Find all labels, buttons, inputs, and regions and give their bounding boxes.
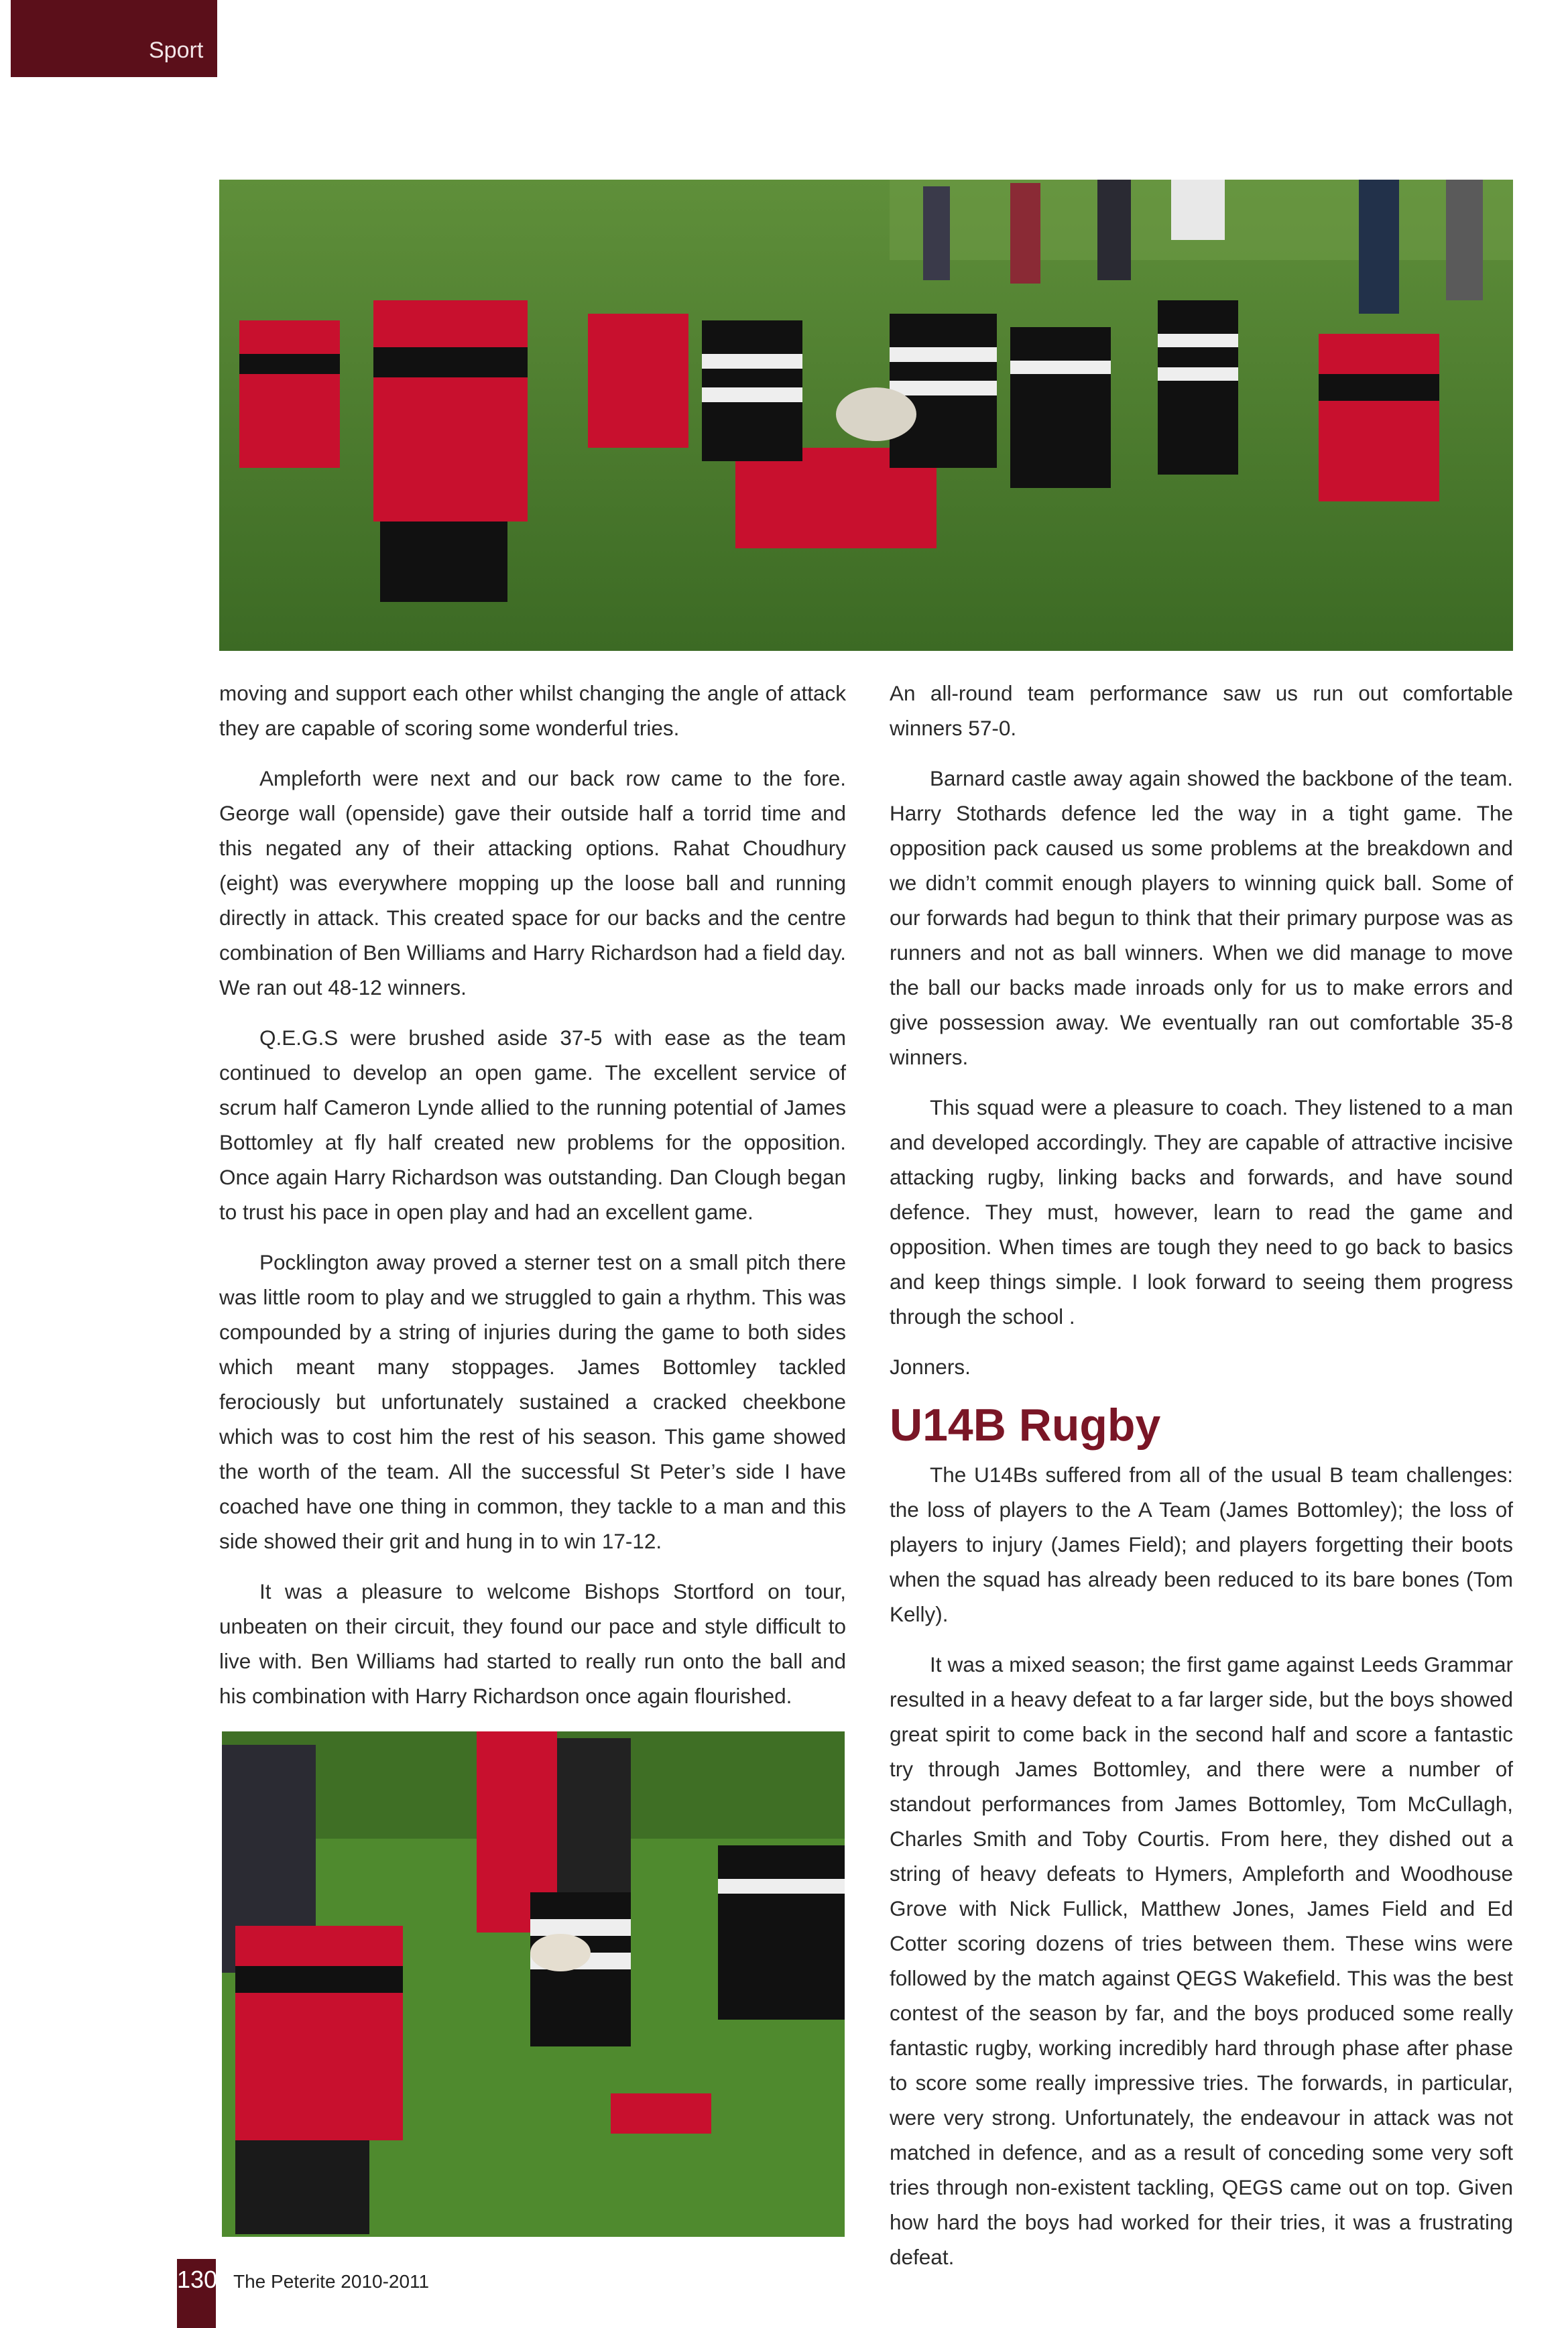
top-rugby-photo <box>219 180 1513 651</box>
article-paragraph: This squad were a pleasure to coach. They listened to a man and developed accordingly. They are capable of attractive incisive attacking rugby, linking backs and forwards, and have sound defence. They must, however, learn to read the game and opposition. When times are tough they need to go back to basics and keep things simple. I look forward to seeing them progress through the school . <box>890 1095 1513 1329</box>
author-signoff: Jonners. <box>890 1355 971 1379</box>
page-number: 130 <box>177 2266 218 2293</box>
article-paragraph: moving and support each other whilst changing the angle of attack they are capable of scoring some wonderful tries. <box>219 681 846 740</box>
article-paragraph: Ampleforth were next and our back row came to the fore. George wall (openside) gave their outside half a torrid time and this negated any of their attacking options. Rahat Choudhury (eight) was everywhere mopping up the loose ball and running directly in attack. This created space for our backs and the centre combination of Ben Williams and Harry Richardson had a field day. We ran out 48-12 winners. <box>219 766 846 999</box>
article-paragraph: Q.E.G.S were brushed aside 37-5 with ease as the team continued to develop an open game. The excellent service of scrum half Cameron Lynde allied to the running potential of James Bottomley at fly half created new problems for the opposition. Once again Harry Richardson was outstanding. Dan Clough began to trust his pace in open play and had an excellent game. <box>219 1026 846 1224</box>
section-label: Sport <box>149 38 204 63</box>
section-heading: U14B Rugby <box>890 1400 1161 1451</box>
left-column <box>219 676 846 1729</box>
article-paragraph: The U14Bs suffered from all of the usual B team challenges: the loss of players to the A Team (James Bottomley); the loss of players to injury (James Field); and players forgetting their boots when the squad has already been reduced to its bare bones (Tom Kelly). <box>890 1463 1513 1626</box>
right-column <box>890 676 1513 2290</box>
article-paragraph: Pocklington away proved a sterner test on a small pitch there was little room to play and we struggled to gain a rhythm. This was compounded by a string of injuries during the game to both sides which meant many stoppages. James Bottomley tackled ferociously but unfortunately sustained a cracked cheekbone which was to cost him the rest of his season. This game showed the worth of the team. All the successful St Peter’s side I have coached have one thing in common, they tackle to a man and this side showed their grit and hung in to win 17-12. <box>219 1250 846 1553</box>
article-paragraph: It was a pleasure to welcome Bishops Stortford on tour, unbeaten on their circuit, they found our pace and style difficult to live with. Ben Williams had started to really run onto the ball and his combination with Harry Richardson once again flourished. <box>219 1579 846 1708</box>
publication-title: The Peterite 2010-2011 <box>233 2271 430 2292</box>
article-paragraph: Barnard castle away again showed the backbone of the team. Harry Stothards defence led the way in a tight game. The opposition pack caused us some problems at the breakdown and we didn’t commit enough players to winning quick ball. Some of our forwards had begun to think that their primary purpose was as runners and not as ball winners. When we did manage to move the ball our backs made inroads only for us to make errors and give possession away. We eventually ran out comfortable 35-8 winners. <box>890 766 1513 1069</box>
article-paragraph: It was a mixed season; the first game against Leeds Grammar resulted in a heavy defeat to a far larger side, but the boys showed great spirit to come back in the second half and score a fantastic try through James Bottomley, and there were a number of standout performances from James Bottomley, Tom McCullagh, Charles Smith and Toby Courtis. From here, they dished out a string of heavy defeats to Hymers, Ampleforth and Woodhouse Grove with Nick Fullick, Matthew Jones, James Field and Ed Cotter scoring dozens of tries between them. These wins were followed by the match against QEGS Wakefield. This was the best contest of the season by far, and the boys produced some really fantastic rugby, working incredibly hard through phase after phase to score some really impressive tries. The forwards, in particular, were very strong. Unfortunately, the endeavour in attack was not matched in defence, and as a result of conceding some very soft tries through non-existent tackling, QEGS came out on top. Given how hard the boys had worked for their tries, it was a frustrating defeat. <box>890 1652 1513 2269</box>
bottom-rugby-photo <box>222 1731 845 2237</box>
article-paragraph: An all-round team performance saw us run out comfortable winners 57-0. <box>890 681 1513 740</box>
